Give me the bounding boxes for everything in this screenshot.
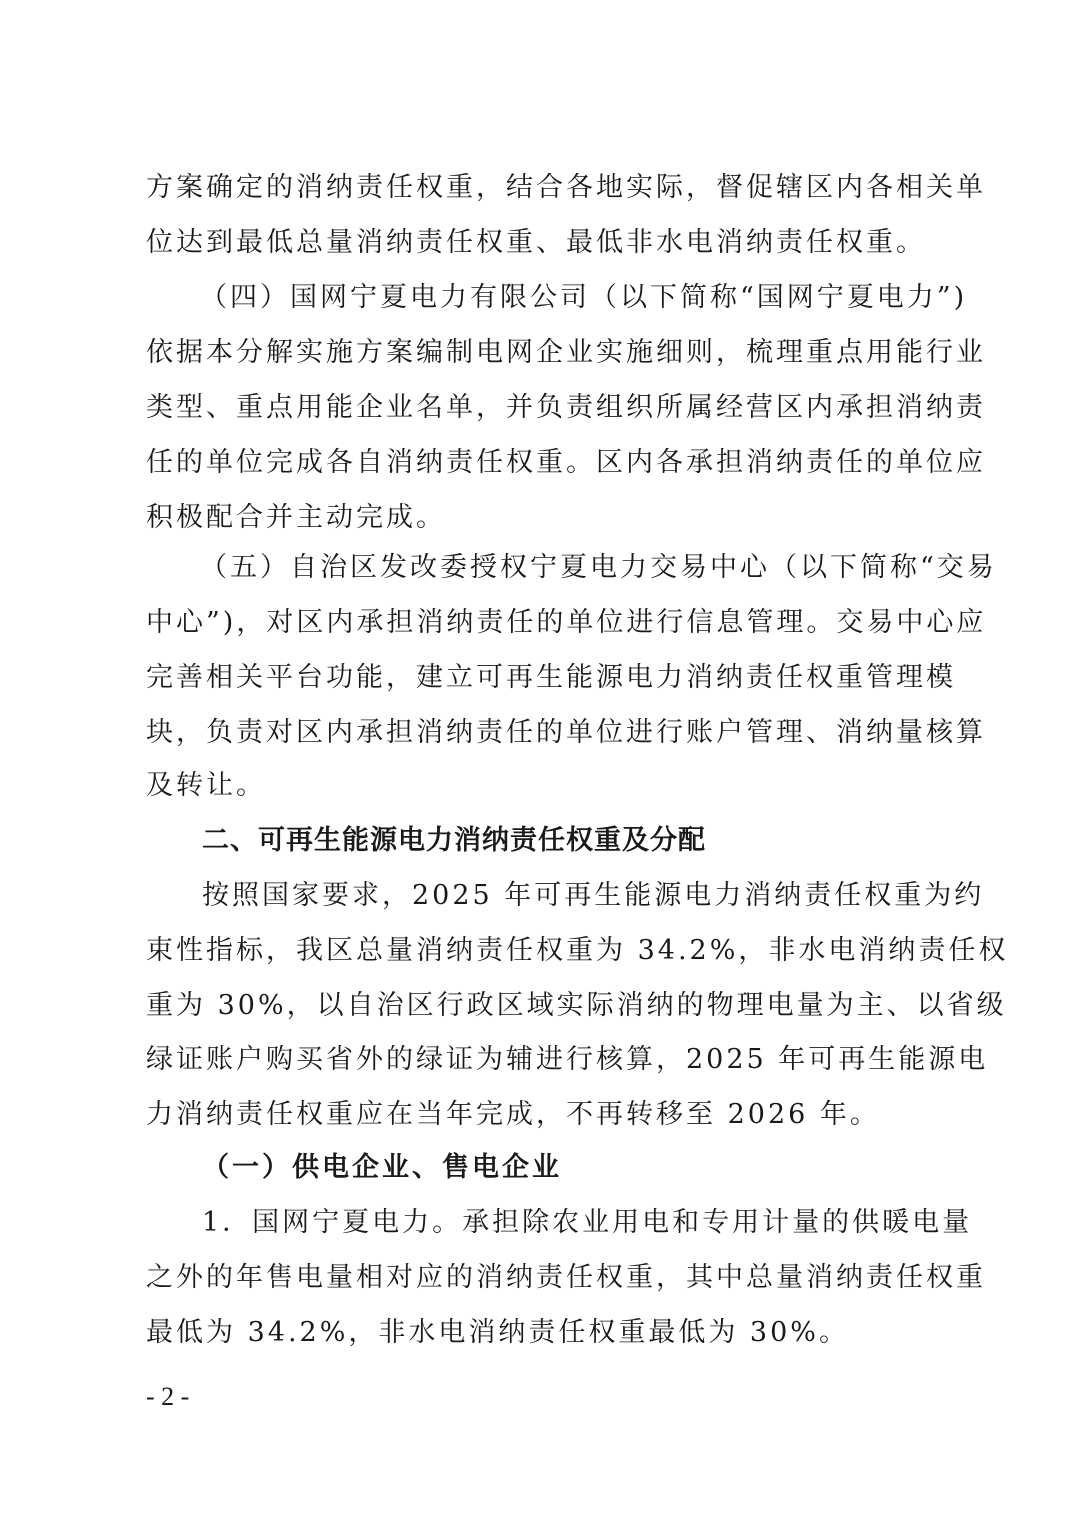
body-text-line: 及转让。 [146,770,266,801]
body-text-line: 块，负责对区内承担消纳责任的单位进行账户管理、消纳量核算 [146,717,986,748]
body-text-line: 中心”)，对区内承担消纳责任的单位进行信息管理。交易中心应 [146,607,987,638]
body-text-line: 位达到最低总量消纳责任权重、最低非水电消纳责任权重。 [146,227,926,258]
body-text-line: 力消纳责任权重应在当年完成，不再转移至 2026 年。 [146,1099,880,1130]
body-text-line: 按照国家要求，2025 年可再生能源电力消纳责任权重为约 [202,880,985,911]
body-text-line: 方案确定的消纳责任权重，结合各地实际，督促辖区内各相关单 [146,172,986,203]
paragraph-heading-4: （四）国网宁夏电力有限公司（以下简称“国网宁夏电力”) [200,282,968,313]
subsection-heading: （一）供电企业、售电企业 [202,1152,562,1183]
body-text-line: 最低为 34.2%，非水电消纳责任权重最低为 30%。 [146,1317,849,1348]
page-number: - 2 - [146,1382,190,1411]
body-text-line: 束性指标，我区总量消纳责任权重为 34.2%，非水电消纳责任权 [146,935,1009,966]
section-heading: 二、可再生能源电力消纳责任权重及分配 [202,825,706,856]
body-text-line: 任的单位完成各自消纳责任权重。区内各承担消纳责任的单位应 [146,447,986,478]
paragraph-heading-5: （五）自治区发改委授权宁夏电力交易中心（以下简称“交易 [200,552,997,583]
body-text-line: 重为 30%，以自治区行政区域实际消纳的物理电量为主、以省级 [146,990,1007,1021]
body-text-line: 积极配合并主动完成。 [146,502,446,533]
body-text-line: 完善相关平台功能，建立可再生能源电力消纳责任权重管理模 [146,662,956,693]
body-text-line: 绿证账户购买省外的绿证为辅进行核算，2025 年可再生能源电 [146,1044,989,1075]
body-text-line: 1．国网宁夏电力。承担除农业用电和专用计量的供暖电量 [202,1207,973,1238]
body-text-line: 依据本分解实施方案编制电网企业实施细则，梳理重点用能行业 [146,337,986,368]
body-text-line: 之外的年售电量相对应的消纳责任权重，其中总量消纳责任权重 [146,1262,986,1293]
body-text-line: 类型、重点用能企业名单，并负责组织所属经营区内承担消纳责 [146,392,986,423]
